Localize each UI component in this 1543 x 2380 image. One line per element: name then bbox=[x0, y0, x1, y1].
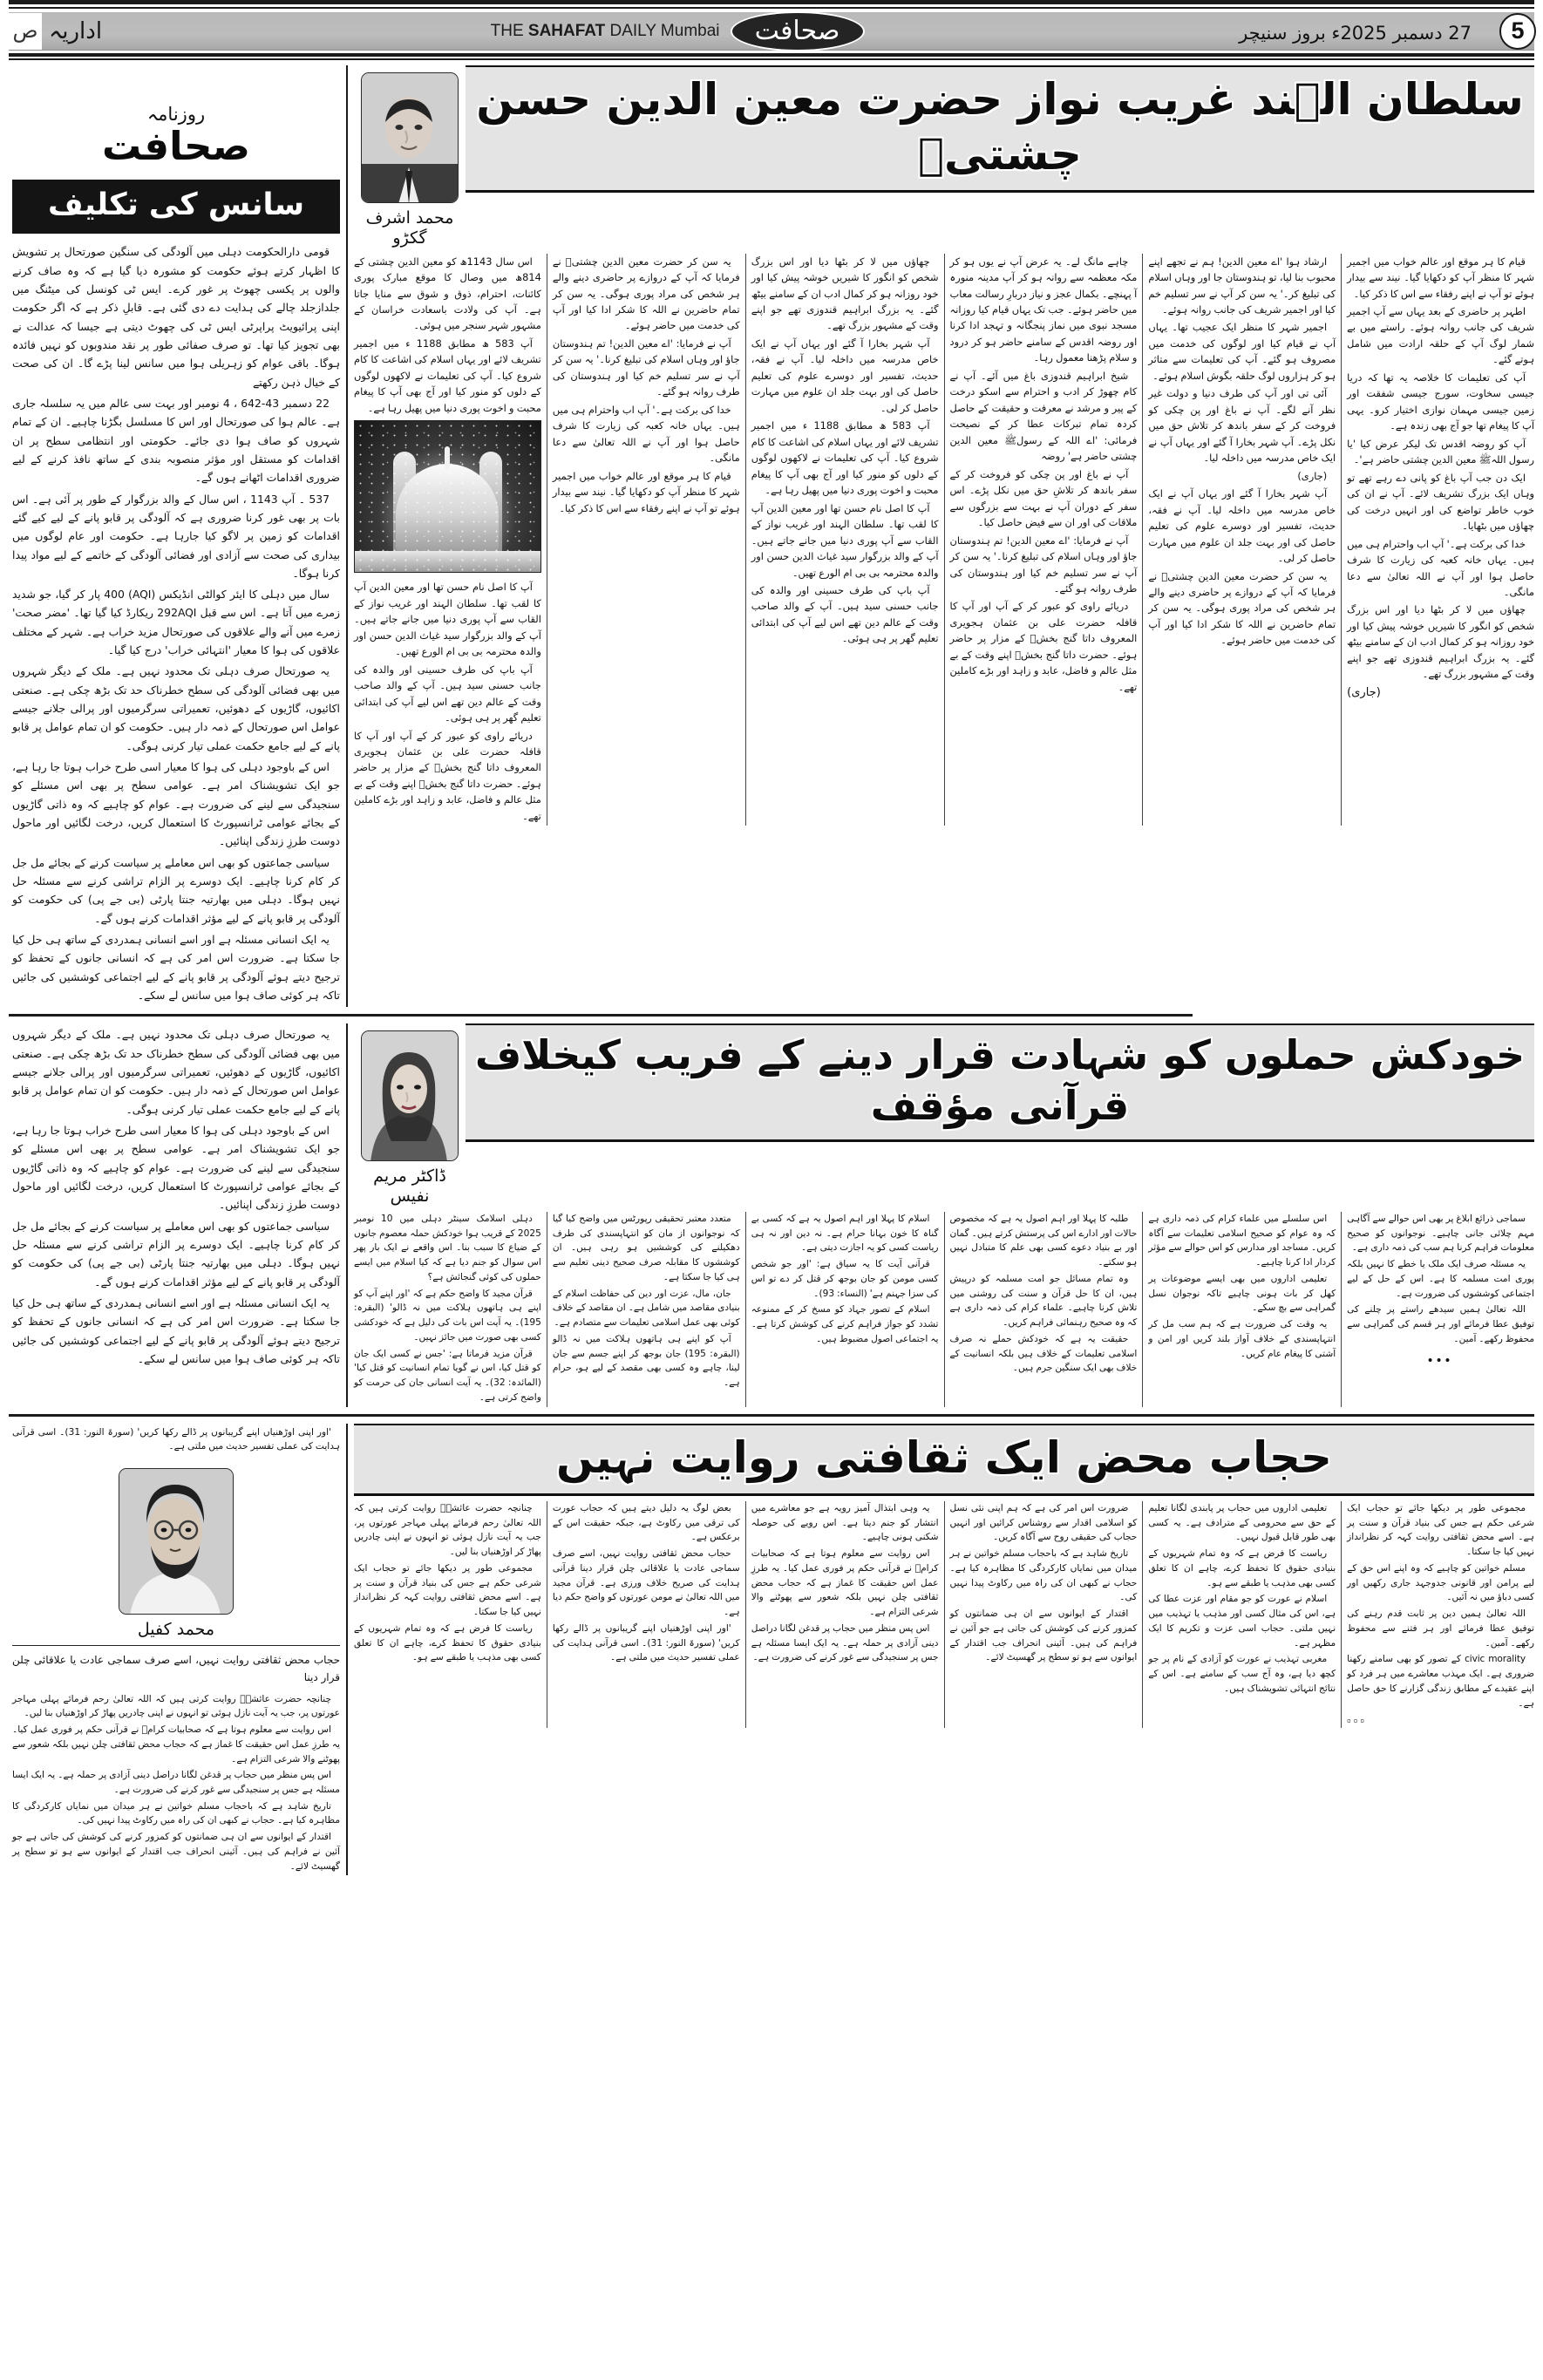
paragraph: آپ کا اصل نام حسن تھا اور معین الدین آپ کا لقب تھا۔ سلطان الہند اور غریب نواز کے القاب سے آپ پوری دنیا میں جانے جاتے ہیں۔ آپ کے والد بزرگوار سید غیاث الدین حسن اور والدہ محترمہ بی بی ام الورع تھیں۔ bbox=[354, 581, 541, 658]
column-divider bbox=[745, 1212, 746, 1407]
second-col-6-text bbox=[1347, 1212, 1534, 1347]
paragraph: آپ نے فرمایا: 'اے معین الدین! تم ہندوستان جاؤ اور وہاں اسلام کی تبلیغ کرنا۔' یہ سن کر آپ نے سر تسلیم خم کیا اور ہندوستان کی طرف روانہ ہو گئے۔ bbox=[949, 534, 1138, 595]
second-author-block bbox=[354, 1023, 466, 1207]
paragraph: دہلی اسلامک سینٹر دہلی میں 10 نومبر 2025 کے قریب ہوا خودکش حملہ معصوم جانوں کے ضیاع کا سبب بنا۔ اس واقعے نے ایک بار پھر اس سوال کو جنم دیا ہے کہ کیا اسلام میں ایسے حملوں کی کوئی گنجائش ہے؟ bbox=[354, 1213, 541, 1282]
english-title-bold: SAHAFAT bbox=[527, 21, 606, 40]
paragraph: خدا کی برکت ہے۔' آپ اب واحترام ہی میں ہیں۔ یہاں خانہ کعبہ کی زیارت کا شرف حاصل ہوا اور آپ نے اللہ تعالیٰ سے دعا مانگی۔ bbox=[1347, 537, 1534, 598]
paragraph: سیاسی جماعتوں کو بھی اس معاملے پر سیاست کرنے کے بجائے مل جل کر کام کرنا چاہیے۔ ایک دوسرے پر الزام تراشی کرنے سے مسئلہ حل نہیں ہوگا۔ دہلی میں بھارتیہ جنتا پارٹی (بی جے پی) کی حکومت کو آلودگی پر قابو پانے کے لیے مؤثر اقدامات کرنے ہوں گے۔ bbox=[12, 855, 340, 925]
paragraph: اسلام کے تصور جہاد کو مسخ کر کے ممنوعہ تشدد کو جواز فراہم کرنے کی کوشش کرتا ہے۔ یہ اجتماعی اصول مضبوط ہیں۔ bbox=[751, 1304, 939, 1344]
paragraph: قرآن مزید فرماتا ہے: 'جس نے کسی ایک جان کو قتل کیا، اس نے گویا تمام انسانیت کو قتل کیا' (المائدہ: 32)۔ یہ آیت انسانی جان کی حرمت کو واضح کرتی ہے۔ bbox=[354, 1348, 541, 1403]
paragraph: آپ نے باغ اور پن چکی کو فروخت کر کے سفر باندھ کر تلاشِ حق میں نکل پڑے۔ اس سفر کے دوران آپ نے بہت سے بزرگوں سے ملاقات کی اور ان سے فیض حاصل کیا۔ bbox=[949, 467, 1138, 529]
paragraph: شیخ ابراہیم قندوزی باغ میں آئے۔ آپ نے کام چھوڑ کر ادب و احترام سے اسکو درخت کے پیر و مرشد نے معرفت و حقیقت کے حاصل کردہ تمام تبرکات عطا کر کے نصیحت فرمائی: 'اے اللہ کے رسولﷺ معین الدین چشتی حاضر ہے' روضہ bbox=[949, 369, 1138, 463]
paragraph: آپ کا اصل نام حسن تھا اور معین الدین آپ کا لقب تھا۔ سلطان الہند اور غریب نواز کے القاب سے آپ پوری دنیا میں جانے جاتے ہیں۔ آپ کے والد بزرگوار سید غیاث الدین حسن اور والدہ محترمہ بی بی ام الورع تھیں۔ bbox=[751, 501, 939, 579]
column-divider bbox=[944, 1212, 945, 1407]
paragraph: اسلام کا پہلا اور اہم اصول یہ ہے کہ کسی بے گناہ کا خون بہانا حرام ہے۔ نہ دین اور نہ ہی ریاست کسی کو یہ اجازت دیتی ہے۔ bbox=[751, 1213, 939, 1254]
paragraph: حقیقت یہ ہے کہ خودکش حملے نہ صرف اسلامی تعلیمات کے خلاف ہیں بلکہ انسانیت کے خلاف بھی ایک سنگین جرم ہیں۔ bbox=[949, 1333, 1138, 1374]
paragraph: یہ مسئلہ صرف ایک ملک یا خطے کا نہیں بلکہ پوری امت مسلمہ کا ہے۔ اس کے حل کے لیے اجتماعی کوششوں کی ضرورت ہے۔ bbox=[1347, 1259, 1534, 1299]
top-row bbox=[9, 65, 1534, 1007]
main-editorial-divider bbox=[346, 65, 348, 1007]
paragraph: سال میں دہلی کا ایئر کوالٹی انڈیکس (AQI) 400 پار کر گیا، جو شدید زمرے میں آتا ہے۔ اس سے قبل 292AQI ریکارڈ کیا گیا تھا۔ 'مضر صحت' زمرے میں آنے والے علاقوں کی صورتحال مزید خراب ہے۔ شہر کے مختلف علاقوں کی ہوا کا معیار 'انتہائی خراب' درج کیا گیا۔ bbox=[12, 588, 340, 657]
third-col-6 bbox=[1347, 1501, 1534, 1728]
paragraph: قومی دارالحکومت دہلی میں آلودگی کی سنگین صورتحال پر تشویش کا اظہار کرتے ہوئے حکومت کو مشورہ دیا گیا ہے کہ وہ صاف کرنے والوں پر پکسی چھوٹ پر غور کرے۔ ایس ٹی کونسل کی میٹنگ میں جلدازجلد چالے کی ہدایت دے دی گئی ہے۔ قابلِ ذکر ہے کہ اگر حکومت اپنی پرائیویٹ پراپرٹی ایس ٹی کی چھوٹ دیتی ہے جیسا کہ عدالت نے بھی تجویز کیا تھا۔ تو صرف صفائی طور پر نقد مندوبوں کو نہیں فائدہ ہوگا۔ باقی عوام کو زہریلی ہوا میں سانس لینا پڑے گا۔ ان کی صحت کے خیال ذہن رکھتے bbox=[12, 245, 340, 389]
column-divider bbox=[1341, 1212, 1342, 1407]
editorial-continued bbox=[9, 1023, 340, 1406]
second-col-4-text bbox=[950, 1212, 1138, 1376]
second-author-photo bbox=[361, 1030, 459, 1161]
second-col-3-text bbox=[751, 1212, 939, 1347]
paragraph: آپ کی تعلیمات کا خلاصہ یہ تھا کہ دریا جیسی سخاوت، سورج جیسی شفقت اور زمین جیسی مہمان نوازی اختیار کرو۔ یہی آپ کا پیغام تھا جو آج بھی زندہ ہے۔ bbox=[1347, 371, 1534, 432]
paragraph: اس کے باوجود دہلی کی ہوا کا معیار اسی طرح خراب ہوتا جا رہا ہے، جو ایک تشویشناک امر ہے۔ عوامی سطح پر بھی اس مسئلے کو سنجیدگی سے لینے کی ضرورت ہے۔ عوام کو چاہیے کہ وہ ذاتی گاڑیوں کے بجائے عوامی ٹرانسپورٹ کا استعمال کریں، درخت لگائیں اور ماحول دوست طرزِ زندگی اپنائیں۔ bbox=[12, 760, 340, 848]
main-col-5-text bbox=[1148, 254, 1336, 649]
paragraph: اللہ تعالیٰ ہمیں سیدھے راستے پر چلنے کی توفیق عطا فرمائے اور ہر قسم کی گمراہی سے محفوظ رکھے۔ آمین۔ bbox=[1347, 1304, 1534, 1344]
paragraph: 537 ۔ آپ 1143 ، اس سال کے والد بزرگوار کے طور پر آئی ہے۔ اس بات پر بھی غور کرنا ضروری ہے کہ آلودگی پر قابو پانے کے لیے کیے گئے اقدامات کو زمین پر لاگو کیا جارہا ہے۔ حکومت اور عام لوگوں میں بیداری کی صحت سے آزادی اور فضائی آلودگی کے خاتمے کے لیے مواد پیدا کرنا ہوگا۔ bbox=[12, 492, 340, 580]
third-row bbox=[9, 1424, 1534, 1876]
main-article-columns bbox=[354, 254, 1534, 826]
third-headline: حجاب محض ایک ثقافتی روایت نہیں bbox=[556, 1431, 1332, 1483]
column-divider bbox=[944, 254, 945, 826]
third-col-6-text bbox=[1347, 1501, 1534, 1710]
second-headline-row bbox=[354, 1023, 1534, 1207]
paragraph: ارشاد ہوا 'اے معین الدین! ہم نے تجھے اپنے محبوب بنا لیا، تو ہندوستان جا اور وہاں اسلام کی تبلیغ کر۔' یہ سن کر آپ نے سر تسلیم خم کیا اور اجمیر شریف کی جانب روانہ ہوئے۔ bbox=[1148, 255, 1336, 316]
third-headline-wrap bbox=[354, 1424, 1534, 1497]
third-col-4-text bbox=[950, 1501, 1138, 1665]
main-author-photo bbox=[361, 72, 459, 203]
third-col-3 bbox=[751, 1501, 939, 1728]
paragraph: تاریخ شاہد ہے کہ باحجاب مسلم خواتین نے ہر میدان میں نمایاں کارکردگی کا مظاہرہ کیا ہے۔ حجاب نے کبھی ان کی راہ میں رکاوٹ پیدا نہیں کی۔ bbox=[949, 1548, 1138, 1603]
third-col-1 bbox=[354, 1501, 541, 1728]
paragraph: ریاست کا فرض ہے کہ وہ تمام شہریوں کے بنیادی حقوق کا تحفظ کرے، چاہے ان کا تعلق کسی بھی مذہب یا طبقے سے ہو۔ bbox=[1148, 1548, 1336, 1588]
main-author-block bbox=[354, 65, 466, 248]
paragraph: اسلام نے عورت کو جو مقام اور عزت عطا کی ہے، اس کی مثال کسی اور مذہب یا تہذیب میں نہیں ملتی۔ حجاب اسی عزت و تکریم کا ایک مظہر ہے۔ bbox=[1148, 1594, 1336, 1649]
paragraph: اس پس منظر میں حجاب پر قدغن لگانا دراصل دینی آزادی پر حملہ ہے۔ یہ ایک ایسا مسئلہ ہے جس پر سنجیدگی سے غور کرنے کی ضرورت ہے۔ bbox=[12, 1770, 340, 1795]
second-col-2 bbox=[553, 1212, 740, 1407]
paragraph: آپ شہر بخارا آ گئے اور یہاں آپ نے ایک خاص مدرسہ میں داخلہ لیا۔ آپ نے فقہ، حدیث، تفسیر اور دوسرے علوم کی تعلیم حاصل کی اور بہت جلد ان علوم میں مہارت حاصل کر لی۔ bbox=[751, 337, 939, 414]
third-col-2 bbox=[553, 1501, 740, 1728]
editorial-wordmark: صحافت bbox=[102, 123, 250, 169]
paragraph: دریائے راوی کو عبور کر کے آپ اور آپ کا قافلہ حضرت علی بن عثمان ہجویری المعروف داتا گنج بخشؒ کے مزار پر حاضر ہوئے۔ حضرت داتا گنج بخشؒ اپنے وقت کے بے مثل عالم و فاضل، عابد و زاہد اور بڑے کاملین تھے۔ bbox=[354, 729, 541, 822]
paragraph: اس کے باوجود دہلی کی ہوا کا معیار اسی طرح خراب ہوتا جا رہا ہے، جو ایک تشویشناک امر ہے۔ عوامی سطح پر بھی اس مسئلے کو سنجیدگی سے لینے کی ضرورت ہے۔ عوام کو چاہیے کہ وہ ذاتی گاڑیوں کے بجائے عوامی ٹرانسپورٹ کا استعمال کریں، درخت لگائیں اور ماحول دوست طرزِ زندگی اپنائیں۔ bbox=[12, 1124, 340, 1212]
paragraph: جان، مال، عزت اور دین کی حفاظت اسلام کے بنیادی مقاصد میں شامل ہے۔ ان مقاصد کے خلاف کوئی بھی عمل اسلامی تعلیمات سے متصادم ہے۔ bbox=[552, 1288, 740, 1329]
paragraph: ریاست کا فرض ہے کہ وہ تمام شہریوں کے بنیادی حقوق کا تحفظ کرے، چاہے ان کا تعلق کسی بھی مذہب یا طبقے سے ہو۔ bbox=[354, 1622, 541, 1663]
paragraph: آپ نے فرمایا: 'اے معین الدین! تم ہندوستان جاؤ اور وہاں اسلام کی تبلیغ کرنا۔' یہ سن کر آپ نے سر تسلیم خم کیا اور ہندوستان کی طرف روانہ ہو گئے۔ bbox=[552, 337, 740, 398]
main-col-4-text bbox=[950, 254, 1138, 696]
main-col-2-text bbox=[553, 254, 740, 517]
third-col-5-text bbox=[1148, 1501, 1336, 1697]
third-author-block bbox=[12, 1461, 340, 1640]
main-headline-wrap bbox=[466, 65, 1534, 193]
paragraph: چنانچہ حضرت عائشہؓ روایت کرتی ہیں کہ اللہ تعالیٰ رحم فرمائے پہلی مہاجر عورتوں پر، جب یہ آیت نازل ہوئی تو انہوں نے اپنی چادریں پھاڑ کر اوڑھنیاں بنا لیں۔ bbox=[354, 1503, 541, 1558]
paragraph: اقتدار کے ایوانوں سے ان ہی ضمانتوں کو کمزور کرنے کی کوشش کی جاتی ہے جو آئین نے فراہم کی ہیں۔ آئینی انحراف جب اقتدار کے ایوانوں سے ہو تو سطح پر گھسیٹ لائے۔ bbox=[12, 1832, 340, 1872]
paragraph: متعدد معتبر تحقیقی رپورٹس میں واضح کیا گیا کہ نوجوانوں از مان کو انتہاپسندی کی طرف دھکیلنے کی کوششیں ہو رہی ہیں۔ ان کوششوں کا مقابلہ صرف صحیح دینی تعلیم سے ہی کیا جا سکتا ہے۔ bbox=[552, 1213, 740, 1282]
column-divider bbox=[944, 1501, 945, 1728]
second-col-1-text bbox=[354, 1212, 541, 1405]
page-body bbox=[0, 65, 1543, 1875]
paragraph: مجموعی طور پر دیکھا جائے تو حجاب ایک شرعی حکم ہے جس کی بنیاد قرآن و سنت پر ہے۔ اسے محض ثقافتی روایت کہہ کر نظرانداز نہیں کیا جا سکتا۔ bbox=[354, 1562, 541, 1618]
paragraph: آپ کو اپنے ہی ہاتھوں ہلاکت میں نہ ڈالو (البقرہ: 195) جان بوجھ کر اپنے جسم سے جان لینا، چاہے وہ کسی بھی مقصد کے لیے ہو، حرام ہے۔ bbox=[552, 1333, 740, 1389]
editorial-body-continued bbox=[12, 1025, 340, 1368]
paragraph: اس سال 1143ھ کو معین الدین چشتی کے 814ھ میں وصال کا موقع مبارک پوری کائنات، احترام، ذوق و شوق سے منایا جاتا ہے۔ آپ کی ولادت باسعادت خراسان کے مشہور شہر سنجر میں ہوئی۔ bbox=[354, 255, 541, 332]
paragraph: اس سلسلے میں علماء کرام کی ذمہ داری ہے کہ وہ عوام کو صحیح اسلامی تعلیمات سے آگاہ کریں۔ مساجد اور مدارس کو اس حوالے سے مؤثر کردار ادا کرنا چاہیے۔ bbox=[1148, 1213, 1336, 1268]
column-divider bbox=[1142, 1501, 1143, 1728]
paragraph: چھاؤں میں لا کر بٹھا دیا اور اس بزرگ شخص کو انگور کا شیریں خوشہ پیش کیا اور خود روزانہ ہو کر کمال ادب ان کے سامنے بیٹھ گئے۔ یہ بزرگ ابراہیم قندوزی تھے جو اپنے وقت کے مشہور بزرگ تھے۔ bbox=[751, 255, 939, 332]
paragraph: چھاؤں میں لا کر بٹھا دیا اور اس بزرگ شخص کو انگور کا شیریں خوشہ پیش کیا اور خود روزانہ ہو کر کمال ادب ان کے سامنے بیٹھ گئے۔ یہ بزرگ ابراہیم قندوزی تھے جو اپنے وقت کے مشہور بزرگ تھے۔ bbox=[1347, 603, 1534, 681]
masthead-english-title bbox=[491, 22, 720, 41]
third-author-lead: حجاب محض ثقافتی روایت نہیں، اسے صرف سماجی عادت یا علاقائی چلن قرار دینا bbox=[12, 1645, 340, 1687]
paragraph: چنانچہ حضرت عائشہؓ روایت کرتی ہیں کہ اللہ تعالیٰ رحم فرمائے پہلی مہاجر عورتوں پر، جب یہ آیت نازل ہوئی تو انہوں نے اپنی چادریں پھاڑ کر اوڑھنیاں بنا لیں۔ bbox=[12, 1693, 340, 1719]
column-divider bbox=[745, 1501, 746, 1728]
third-headline-row bbox=[354, 1424, 1534, 1497]
decorative-lights bbox=[355, 421, 540, 572]
paragraph: آپ 583 ھ مطابق 1188 ء میں اجمیر تشریف لائے اور یہاں اسلام کی اشاعت کا کام شروع کیا۔ آپ کی تعلیمات نے لاکھوں لوگوں کے دلوں کو منور کیا اور آج بھی آپ کا پیغام محبت و اخوت پوری دنیا میں پھیل رہا ہے۔ bbox=[751, 419, 939, 497]
article-third bbox=[354, 1424, 1534, 1876]
paragraph: آپ باپ کی طرف حسینی اور والدہ کی جانب حسنی سید ہیں۔ آپ کے والد صاحب وقت کے عالم دین تھے اس لیے آپ کی ابتدائی تعلیم گھر پر ہی ہوئی۔ bbox=[751, 583, 939, 645]
second-headline-band bbox=[466, 1023, 1534, 1142]
continued-label: (جاری) bbox=[1347, 685, 1381, 699]
second-col-5 bbox=[1148, 1212, 1336, 1407]
third-article-columns bbox=[354, 1501, 1534, 1728]
article-main bbox=[354, 65, 1534, 1007]
paragraph: (جاری) bbox=[1297, 469, 1328, 482]
paragraph: بعض لوگ یہ دلیل دیتے ہیں کہ حجاب عورت کی ترقی میں رکاوٹ ہے، جبکہ حقیقت اس کے برعکس ہے۔ bbox=[552, 1503, 740, 1543]
third-author-photo bbox=[119, 1468, 234, 1615]
third-author-lead-above bbox=[12, 1425, 340, 1454]
paragraph: مغربی تہذیب نے عورت کو آزادی کے نام پر جو کچھ دیا ہے، وہ آج سب کے سامنے ہے۔ اس کے نتائج انتہائی تشویشناک ہیں۔ bbox=[1148, 1654, 1336, 1694]
second-author-name: ڈاکٹر مریم نفیس bbox=[373, 1166, 446, 1207]
paragraph: آپ کو روضہ اقدس تک لیکر عرض کیا 'یا رسول اللہﷺ معین الدین چشتی حاضر ہے'۔ bbox=[1347, 437, 1534, 466]
editorial-body bbox=[12, 242, 340, 1004]
third-col-2-text bbox=[553, 1501, 740, 1665]
paragraph: تعلیمی اداروں میں بھی ایسے موضوعات پر کھل کر بات ہونی چاہیے تاکہ نوجوان نسل گمراہی سے بچ سکے۔ bbox=[1148, 1273, 1336, 1314]
paragraph: تاریخ شاہد ہے کہ باحجاب مسلم خواتین نے ہر میدان میں نمایاں کارکردگی کا مظاہرہ کیا ہے۔ حجاب نے کبھی ان کی راہ میں رکاوٹ پیدا نہیں کی۔ bbox=[12, 1800, 340, 1826]
section-label: اداریہ bbox=[49, 17, 103, 44]
masthead-top-rules bbox=[0, 0, 1543, 9]
third-col-1-text bbox=[354, 1501, 541, 1665]
end-squares: ▫▫▫ bbox=[1347, 1714, 1367, 1728]
third-editorial-divider bbox=[346, 1424, 348, 1876]
section-rule-1 bbox=[9, 1014, 1193, 1017]
editorial-banner-title: سانس کی تکلیف bbox=[12, 180, 340, 234]
second-headline-wrap bbox=[466, 1023, 1534, 1142]
third-col-3-text bbox=[751, 1501, 939, 1665]
third-author-column bbox=[9, 1424, 340, 1876]
paragraph: وہ تمام مسائل جو امت مسلمہ کو درپیش ہیں، ان کا حل قرآن و سنت کی روشنی میں تلاش کرنا چاہیے۔ علماء کرام کی ذمہ داری ہے کہ وہ صحیح رہنمائی فراہم کریں۔ bbox=[949, 1273, 1138, 1329]
masthead-rule-lower bbox=[9, 53, 1534, 57]
section-rule-2 bbox=[9, 1414, 1534, 1417]
main-col-4 bbox=[950, 254, 1138, 826]
main-col-5 bbox=[1148, 254, 1336, 826]
paragraph: حجاب محض ثقافتی روایت نہیں، اسے صرف سماجی عادت یا علاقائی چلن قرار دینا قرآنی ہدایت کی صریح خلاف ورزی ہے۔ قرآن مجید میں اللہ تعالیٰ نے مومن عورتوں کو واضح حکم دیا ہے۔ bbox=[552, 1548, 740, 1618]
page-number: 5 bbox=[1499, 13, 1536, 50]
main-headline-band bbox=[466, 65, 1534, 193]
corner-mark-icon: ص bbox=[9, 13, 42, 50]
paragraph: اس پس منظر میں حجاب پر قدغن لگانا دراصل دینی آزادی پر حملہ ہے۔ یہ ایک ایسا مسئلہ ہے جس پر سنجیدگی سے غور کرنے کی ضرورت ہے۔ bbox=[751, 1622, 939, 1663]
column-divider bbox=[1341, 254, 1342, 826]
paragraph: ضرورت اس امر کی ہے کہ ہم اپنی نئی نسل کو اسلامی اقدار سے روشناس کرائیں اور انہیں حجاب کی حقیقی روح سے آگاہ کریں۔ bbox=[949, 1503, 1138, 1543]
paragraph: دریائے راوی کو عبور کر کے آپ اور آپ کا قافلہ حضرت علی بن عثمان ہجویری المعروف داتا گنج بخشؒ کے مزار پر حاضر ہوئے۔ حضرت داتا گنج بخشؒ اپنے وقت کے بے مثل عالم و فاضل، عابد و زاہد اور بڑے کاملین تھے۔ bbox=[949, 600, 1138, 693]
masthead bbox=[9, 12, 1534, 51]
paragraph: civic morality کے تصور کو بھی سامنے رکھنا ضروری ہے۔ ایک مہذب معاشرے میں ہر فرد کو اپنے عقیدے کے مطابق زندگی گزارنے کا حق حاصل ہے۔ bbox=[1347, 1654, 1534, 1709]
paragraph: آپ شہر بخارا آ گئے اور یہاں آپ نے ایک خاص مدرسہ میں داخلہ لیا۔ آپ نے فقہ، حدیث، تفسیر اور دوسرے علوم کی تعلیم حاصل کی اور بہت جلد ان علوم میں مہارت حاصل کر لی۔ bbox=[1148, 487, 1336, 565]
second-col-2-text bbox=[553, 1212, 740, 1391]
dargah-photo bbox=[354, 420, 541, 573]
third-author-column-text bbox=[12, 1692, 340, 1874]
second-row bbox=[9, 1023, 1534, 1406]
main-col-1 bbox=[354, 254, 541, 826]
third-author-name: محمد کفیل bbox=[137, 1619, 215, 1639]
paragraph: اجمیر شہر کا منظر ایک عجیب تھا۔ یہاں آپ نے قیام کیا اور لوگوں کی خدمت میں مصروف ہو گئے۔ آپ کی تعلیمات سے متاثر ہو کر ہزاروں لوگ حلقہ بگوش اسلام ہوئے۔ bbox=[1148, 321, 1336, 382]
paragraph: یہ ایک انسانی مسئلہ ہے اور اسے انسانی ہمدردی کے ساتھ ہی حل کیا جا سکتا ہے۔ ضرورت اس امر کی ہے کہ انسانی جانوں کے تحفظ کو ترجیح دیتے ہوئے آلودگی پر قابو پانے کے لیے اجتماعی کوششیں کی جائیں تاکہ ہر کوئی صاف ہوا میں سانس لے سکے۔ bbox=[12, 1295, 340, 1365]
paragraph: آپ 583 ھ مطابق 1188 ء میں اجمیر تشریف لائے اور یہاں اسلام کی اشاعت کا کام شروع کیا۔ آپ کی تعلیمات نے لاکھوں لوگوں کے دلوں کو منور کیا اور آج بھی آپ کا پیغام محبت و اخوت پوری دنیا میں پھیل رہا ہے۔ bbox=[354, 337, 541, 414]
second-editorial-divider bbox=[346, 1023, 348, 1406]
paragraph: طلبہ کا پہلا اور اہم اصول یہ ہے کہ مخصوص حالات اور ادارے اس کی پرستش کرتے ہیں۔ گمان اور بے بنیاد دعوے کسی بھی علم کا متبادل نہیں ہو سکتے۔ bbox=[949, 1213, 1138, 1268]
third-col-5 bbox=[1148, 1501, 1336, 1728]
main-headline-row bbox=[354, 65, 1534, 248]
end-dots: ••• bbox=[1427, 1351, 1454, 1369]
english-title-post: DAILY Mumbai bbox=[605, 21, 720, 40]
column-divider bbox=[1341, 1501, 1342, 1728]
main-col-3 bbox=[751, 254, 939, 826]
portrait-illustration bbox=[361, 1031, 458, 1161]
second-col-4 bbox=[950, 1212, 1138, 1407]
editorial-panel bbox=[9, 65, 340, 1007]
paragraph: سماجی ذرائع ابلاغ پر بھی اس حوالے سے آگاہی مہم چلائی جانی چاہیے۔ نوجوانوں کو صحیح معلومات فراہم کرنا ہم سب کی ذمہ داری ہے۔ bbox=[1347, 1213, 1534, 1254]
second-article-columns bbox=[354, 1212, 1534, 1407]
paragraph: قیام کا ہر موقع اور عالم خواب میں اجمیر شہر کا منظر آپ کو دکھایا گیا۔ نیند سے بیدار ہوئے تو آپ نے اپنے رفقاء سے اس کا ذکر کیا۔ bbox=[552, 469, 740, 514]
second-headline: خودکش حملوں کو شہادت قرار دینے کے فریب کیخلاف قرآنی مؤقف bbox=[474, 1031, 1526, 1129]
paragraph: یہ سن کر حضرت معین الدین چشتیؒ نے فرمایا کہ آپ کے دروازے پر حاضری دینے والے ہر شخص کی مراد پوری ہوگی۔ یہ سن کر تمام حاضرین نے اللہ کا شکر ادا کیا اور آپ کی خدمت میں حاضر ہوئے۔ bbox=[1148, 569, 1336, 647]
second-col-6 bbox=[1347, 1212, 1534, 1407]
english-title-pre: THE bbox=[490, 21, 528, 40]
paragraph: 'اور اپنی اوڑھنیاں اپنے گریبانوں پر ڈالے رکھا کریں' (سورۃ النور: 31)۔ اسی قرآنی ہدایت کی عملی تفسیر حدیث میں ملتی ہے۔ bbox=[552, 1622, 740, 1663]
portrait-illustration bbox=[361, 73, 458, 203]
paragraph: ایک دن جب آپ باغ کو پانی دے رہے تھے تو وہاں ایک بزرگ تشریف لائے۔ آپ نے ان کی خوب خاطر تواضع کی اور انہیں درخت کی چھاؤں میں بٹھایا۔ bbox=[1347, 471, 1534, 533]
paragraph: مجموعی طور پر دیکھا جائے تو حجاب ایک شرعی حکم ہے جس کی بنیاد قرآن و سنت پر ہے۔ اسے محض ثقافتی روایت کہہ کر نظرانداز نہیں کیا جا سکتا۔ bbox=[1347, 1503, 1534, 1558]
main-col-6 bbox=[1347, 254, 1534, 826]
column-divider bbox=[1142, 1212, 1143, 1407]
paragraph: یہ وہی ابتذال آمیز رویہ ہے جو معاشرے میں انتشار کو جنم دیتا ہے۔ اس رویے کی حوصلہ شکنی ہونی چاہیے۔ bbox=[751, 1503, 939, 1543]
paragraph: تعلیمی اداروں میں حجاب پر پابندی لگانا تعلیم کے حق سے محرومی کے مترادف ہے۔ یہ کسی بھی طور قابل قبول نہیں۔ bbox=[1148, 1503, 1336, 1543]
paragraph: مسلم خواتین کو چاہیے کہ وہ اپنے اس حق کے لیے پرامن اور قانونی جدوجہد جاری رکھیں اور کسی دباؤ میں نہ آئیں۔ bbox=[1347, 1562, 1534, 1603]
paragraph: اس روایت سے معلوم ہوتا ہے کہ صحابیات کرامؓ نے قرآنی حکم پر فوری عمل کیا۔ یہ طرزِ عمل اس حقیقت کا غماز ہے کہ حجاب محض ثقافتی چلن نہیں بلکہ شعور سے پھوٹنے والا شرعی التزام ہے۔ bbox=[12, 1724, 340, 1765]
second-col-5-text bbox=[1148, 1212, 1336, 1361]
paragraph: اطہر پر حاضری کے بعد یہاں سے آپ اجمیر شریف کی جانب روانہ ہوئے۔ راستے میں بے شمار لوگ آپ کے حلقہ ارادت میں شامل ہوتے گئے۔ bbox=[1347, 305, 1534, 366]
paragraph: قیام کا ہر موقع اور عالم خواب میں اجمیر شہر کا منظر آپ کو دکھایا گیا۔ نیند سے بیدار ہوئے تو آپ نے اپنے رفقاء سے اس کا ذکر کیا۔ bbox=[1347, 255, 1534, 300]
paragraph: اس روایت سے معلوم ہوتا ہے کہ صحابیات کرامؓ نے قرآنی حکم پر فوری عمل کیا۔ یہ طرزِ عمل اس حقیقت کا غماز ہے کہ حجاب محض ثقافتی چلن نہیں بلکہ شعور سے پھوٹنے والا شرعی التزام ہے۔ bbox=[751, 1548, 939, 1618]
paragraph: چاہے مانگ لے۔ یہ عرض آپ نے یوں ہو کر مکہ معظمہ سے روانہ ہو کر آپ مدینہ منورہ آ پہنچے۔ بکمال عجز و نیاز دربارِ رسالت معاب میں حاضر ہوئے۔ جب تک یہاں قیام کیا روزانہ مسجد نبوی میں نماز پنجگانہ و تہجد ادا کرنا اور روضہ اقدس کے سامنے حاضر ہو کر درود و سلام پڑھنا معمول رہا۔ bbox=[949, 255, 1138, 364]
paragraph: اللہ تعالیٰ ہمیں دین پر ثابت قدم رہنے کی توفیق عطا فرمائے اور ہر فتنے سے محفوظ رکھے۔ آمین۔ bbox=[1347, 1608, 1534, 1649]
masthead-rule-lower2 bbox=[9, 58, 1534, 60]
masthead-date: 27 دسمبر 2025ء بروز سنیچر bbox=[1239, 22, 1472, 44]
main-col-1-text bbox=[354, 254, 541, 417]
sahafat-logo: صحافت bbox=[732, 13, 863, 50]
paragraph: اقتدار کے ایوانوں سے ان ہی ضمانتوں کو کمزور کرنے کی کوشش کی جاتی ہے جو آئین نے فراہم کی ہیں۔ آئینی انحراف جب اقتدار کے ایوانوں سے ہو تو سطح پر گھسیٹ لائے۔ bbox=[949, 1608, 1138, 1663]
main-author-name: محمد اشرف گکڑو bbox=[365, 208, 454, 248]
paragraph: قرآنی آیت کا یہ سیاق ہے: 'اور جو شخص کسی مومن کو جان بوجھ کر قتل کر دے تو اس کی سزا جہنم ہے' (النساء: 93)۔ bbox=[751, 1259, 939, 1299]
paragraph: سیاسی جماعتوں کو بھی اس معاملے پر سیاست کرنے کے بجائے مل جل کر کام کرنا چاہیے۔ ایک دوسرے پر الزام تراشی کرنے سے مسئلہ حل نہیں ہوگا۔ دہلی میں بھارتیہ جنتا پارٹی (بی جے پی) کی حکومت کو آلودگی پر قابو پانے کے لیے مؤثر اقدامات کرنے ہوں گے۔ bbox=[12, 1219, 340, 1289]
paragraph: 'اور اپنی اوڑھنیاں اپنے گریبانوں پر ڈالے رکھا کریں' (سورۃ النور: 31)۔ اسی قرآنی ہدایت کی عملی تفسیر حدیث میں ملتی ہے۔ bbox=[12, 1426, 340, 1452]
paragraph: 22 دسمبر 43-642 ، 4 نومبر اور بہت سی عالم میں یہ سلسلہ جاری ہے۔ عالم ہوا کی صورتحال اور اس کا مسلسل بگڑنا چاہیے۔ ان کے تمام شہروں کو صاف ہوا دی جائے۔ حکومتی اور انتظامی سطح پر ان اقدامات کو مستقل اور مؤثر منصوبہ بندی کے ساتھ نافذ کرنے کے لیے ضروری اقدامات اٹھانے ہوں گے۔ bbox=[12, 396, 340, 485]
main-col-1-text-b bbox=[354, 579, 541, 824]
paragraph: یہ صورتحال صرف دہلی تک محدود نہیں ہے۔ ملک کے دیگر شہروں میں بھی فضائی آلودگی کی سطح خطرناک حد تک بڑھ چکی ہے۔ صنعتی اکائیوں، گاڑیوں کے دھوئیں، تعمیراتی سرگرمیوں اور پرالی جلانے جیسے عوامل اس صورتحال کے ذمہ دار ہیں۔ حکومت کو ان تمام عوامل پر قابو پانے کے لیے جامع حکمت عملی تیار کرنی ہوگی۔ bbox=[12, 664, 340, 752]
article-second bbox=[354, 1023, 1534, 1406]
paragraph: خدا کی برکت ہے۔' آپ اب واحترام ہی میں ہیں۔ یہاں خانہ کعبہ کی زیارت کا شرف حاصل ہوا اور آپ نے اللہ تعالیٰ سے دعا مانگی۔ bbox=[552, 403, 740, 465]
paragraph: آئی تی اور آپ کی طرف دنیا و دولت غیر نظر آنے لگے۔ آپ نے باغ اور پن چکی کو فروخت کر کے سفر باندھ کر تلاش حق میں نکل پڑے۔ آپ شہر بخارا آ گئے اور یہاں آپ نے ایک خاص مدرسہ میں داخلہ لیا۔ bbox=[1148, 387, 1336, 465]
column-divider bbox=[1142, 254, 1143, 826]
second-col-3 bbox=[751, 1212, 939, 1407]
paragraph: یہ ایک انسانی مسئلہ ہے اور اسے انسانی ہمدردی کے ساتھ ہی حل کیا جا سکتا ہے۔ ضرورت اس امر کی ہے کہ انسانی جانوں کے تحفظ کو ترجیح دیتے ہوئے آلودگی پر قابو پانے کے لیے اجتماعی کوششیں کی جائیں تاکہ ہر کوئی صاف ہوا میں سانس لے سکے۔ bbox=[12, 933, 340, 1003]
third-headline-band bbox=[354, 1424, 1534, 1497]
main-col-2 bbox=[553, 254, 740, 826]
third-col-4 bbox=[950, 1501, 1138, 1728]
second-col-1 bbox=[354, 1212, 541, 1407]
main-headline: سلطان الہند غریب نواز حضرت معین الدین حسن چشتیؒ bbox=[476, 74, 1524, 180]
paragraph: آپ باپ کی طرف حسینی اور والدہ کی جانب حسنی سید ہیں۔ آپ کے والد صاحب وقت کے عالم دین تھے اس لیے آپ کی ابتدائی تعلیم گھر پر ہی ہوئی۔ bbox=[354, 663, 541, 724]
portrait-illustration bbox=[119, 1469, 233, 1615]
main-col-3-text bbox=[751, 254, 939, 647]
paragraph: یہ صورتحال صرف دہلی تک محدود نہیں ہے۔ ملک کے دیگر شہروں میں بھی فضائی آلودگی کی سطح خطرناک حد تک بڑھ چکی ہے۔ صنعتی اکائیوں، گاڑیوں کے دھوئیں، تعمیراتی سرگرمیوں اور پرالی جلانے جیسے عوامل اس صورتحال کے ذمہ دار ہیں۔ حکومت کو ان تمام عوامل پر قابو پانے کے لیے جامع حکمت عملی تیار کرنی ہوگی۔ bbox=[12, 1028, 340, 1116]
paragraph: یہ وقت کی ضرورت ہے کہ ہم سب مل کر انتہاپسندی کے خلاف آواز بلند کریں اور امن و آشتی کا پیغام عام کریں۔ bbox=[1148, 1319, 1336, 1359]
paragraph: یہ سن کر حضرت معین الدین چشتیؒ نے فرمایا کہ آپ کے دروازے پر حاضری دینے والے ہر شخص کی مراد پوری ہوگی۔ یہ سن کر تمام حاضرین نے اللہ کا شکر ادا کیا اور آپ کی خدمت میں حاضر ہوئے۔ bbox=[552, 255, 740, 332]
editorial-kicker: روزنامہ bbox=[146, 104, 206, 125]
paragraph: قرآن مجید کا واضح حکم ہے کہ 'اور اپنے آپ کو اپنے ہی ہاتھوں ہلاکت میں نہ ڈالو' (البقرہ: 195)۔ یہ آیت اس بات کی دلیل ہے کہ خودکشی کسی بھی صورت میں جائز نہیں۔ bbox=[354, 1288, 541, 1343]
main-col-6-text bbox=[1347, 254, 1534, 683]
column-divider bbox=[745, 254, 746, 826]
